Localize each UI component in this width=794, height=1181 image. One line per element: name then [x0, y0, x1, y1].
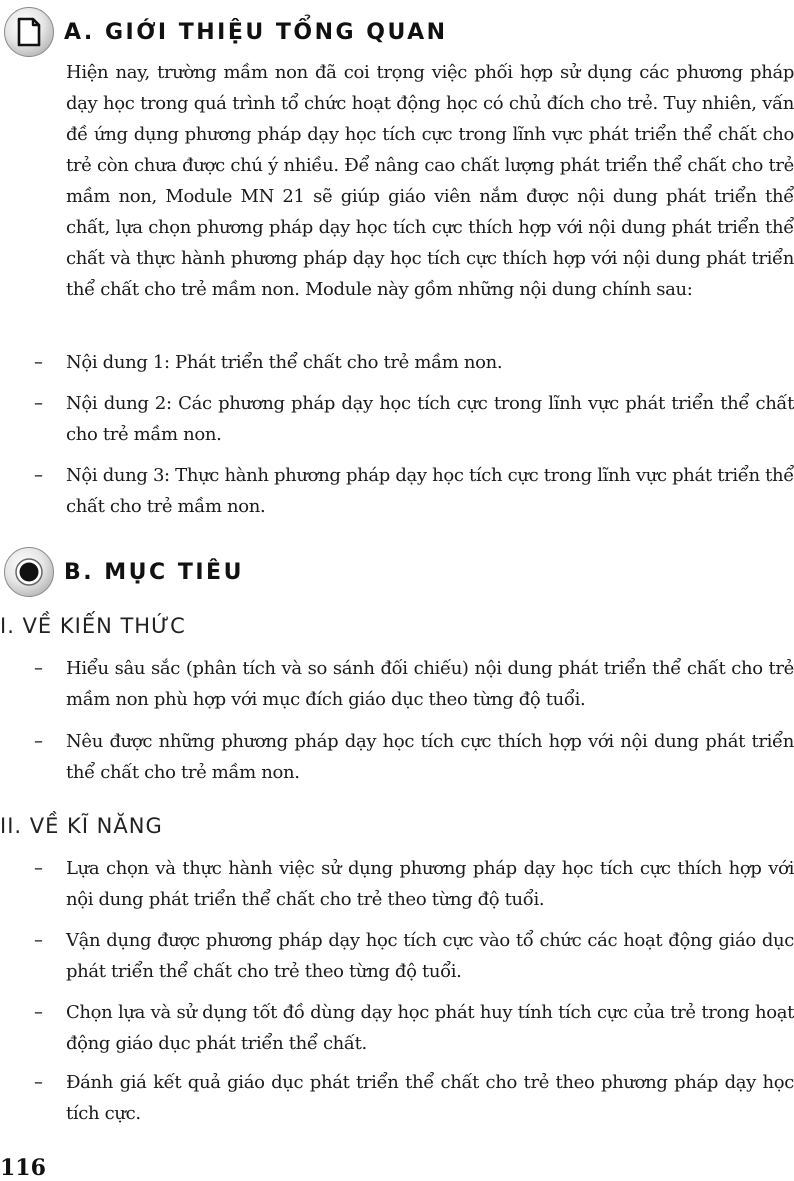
skills-heading: II. VỀ KĨ NĂNG: [0, 814, 163, 838]
section-a-header: [4, 6, 448, 58]
target-icon: [4, 547, 54, 597]
dash-bullet: –: [34, 658, 43, 679]
list-item: [0, 460, 794, 522]
dash-bullet: –: [34, 1002, 43, 1023]
list-item: [0, 388, 794, 450]
document-icon: [4, 7, 54, 57]
list-item: [0, 1067, 794, 1129]
dash-bullet: –: [34, 465, 43, 486]
list-item-text: Lựa chọn và thực hành việc sử dụng phương pháp dạy học tích cực thích hợp với nội dung phát triển thể chất cho trẻ theo từng độ tuổi.: [66, 858, 794, 910]
list-item-text: Hiểu sâu sắc (phân tích và so sánh đối chiếu) nội dung phát triển thể chất cho trẻ mầm non phù hợp với mục đích giáo dục theo từng độ tuổi.: [66, 658, 794, 710]
dash-bullet: –: [34, 393, 43, 414]
list-item-text: Vận dụng được phương pháp dạy học tích cực vào tổ chức các hoạt động giáo dục phát triển thể chất cho trẻ theo từng độ tuổi.: [66, 930, 794, 982]
dash-bullet: –: [34, 731, 43, 752]
dash-bullet: –: [34, 1072, 43, 1093]
list-item-text: Nội dung 1: Phát triển thể chất cho trẻ mầm non.: [66, 352, 503, 373]
section-b-title: B. MỤC TIÊU: [64, 559, 244, 585]
section-b-header: [4, 546, 244, 598]
list-item: [0, 853, 794, 915]
list-item: [0, 997, 794, 1059]
list-item: [0, 726, 794, 788]
knowledge-heading: I. VỀ KIẾN THỨC: [0, 614, 186, 638]
dash-bullet: –: [34, 352, 43, 373]
list-item: [0, 925, 794, 987]
list-item: [0, 347, 794, 378]
section-a-title: A. GIỚI THIỆU TỔNG QUAN: [64, 19, 448, 45]
list-item-text: Chọn lựa và sử dụng tốt đồ dùng dạy học phát huy tính tích cực của trẻ trong hoạt động giáo dục phát triển thể chất.: [66, 1002, 794, 1054]
list-item-text: Đánh giá kết quả giáo dục phát triển thể chất cho trẻ theo phương pháp dạy học tích cực.: [66, 1072, 794, 1124]
dash-bullet: –: [34, 858, 43, 879]
list-item: [0, 653, 794, 715]
intro-text: Hiện nay, trường mầm non đã coi trọng việc phối hợp sử dụng các phương pháp dạy học trong quá trình tổ chức hoạt động học có chủ đích cho trẻ. Tuy nhiên, vấn đề ứng dụng phương pháp dạy học tích cực trong lĩnh vực phát triển thể chất cho trẻ còn chưa được chú ý nhiều. Để nâng cao chất lượng phát triển thể chất cho trẻ mầm non, Module MN 21 sẽ giúp giáo viên nắm được nội dung phát triển thể chất, lựa chọn phương pháp dạy học tích cực thích hợp với nội dung phát triển thể chất và thực hành phương pháp dạy học tích cực thích hợp với nội dung phát triển thể chất cho trẻ mầm non. Module này gồm những nội dung chính sau:: [66, 62, 794, 300]
dash-bullet: –: [34, 930, 43, 951]
list-item-text: Nội dung 2: Các phương pháp dạy học tích cực trong lĩnh vực phát triển thể chất cho trẻ mầm non.: [66, 393, 794, 445]
page-number: 116: [0, 1155, 46, 1181]
intro-paragraph: [66, 57, 794, 305]
list-item-text: Nội dung 3: Thực hành phương pháp dạy học tích cực trong lĩnh vực phát triển thể chất cho trẻ mầm non.: [66, 465, 794, 517]
list-item-text: Nêu được những phương pháp dạy học tích cực thích hợp với nội dung phát triển thể chất cho trẻ mầm non.: [66, 731, 794, 783]
